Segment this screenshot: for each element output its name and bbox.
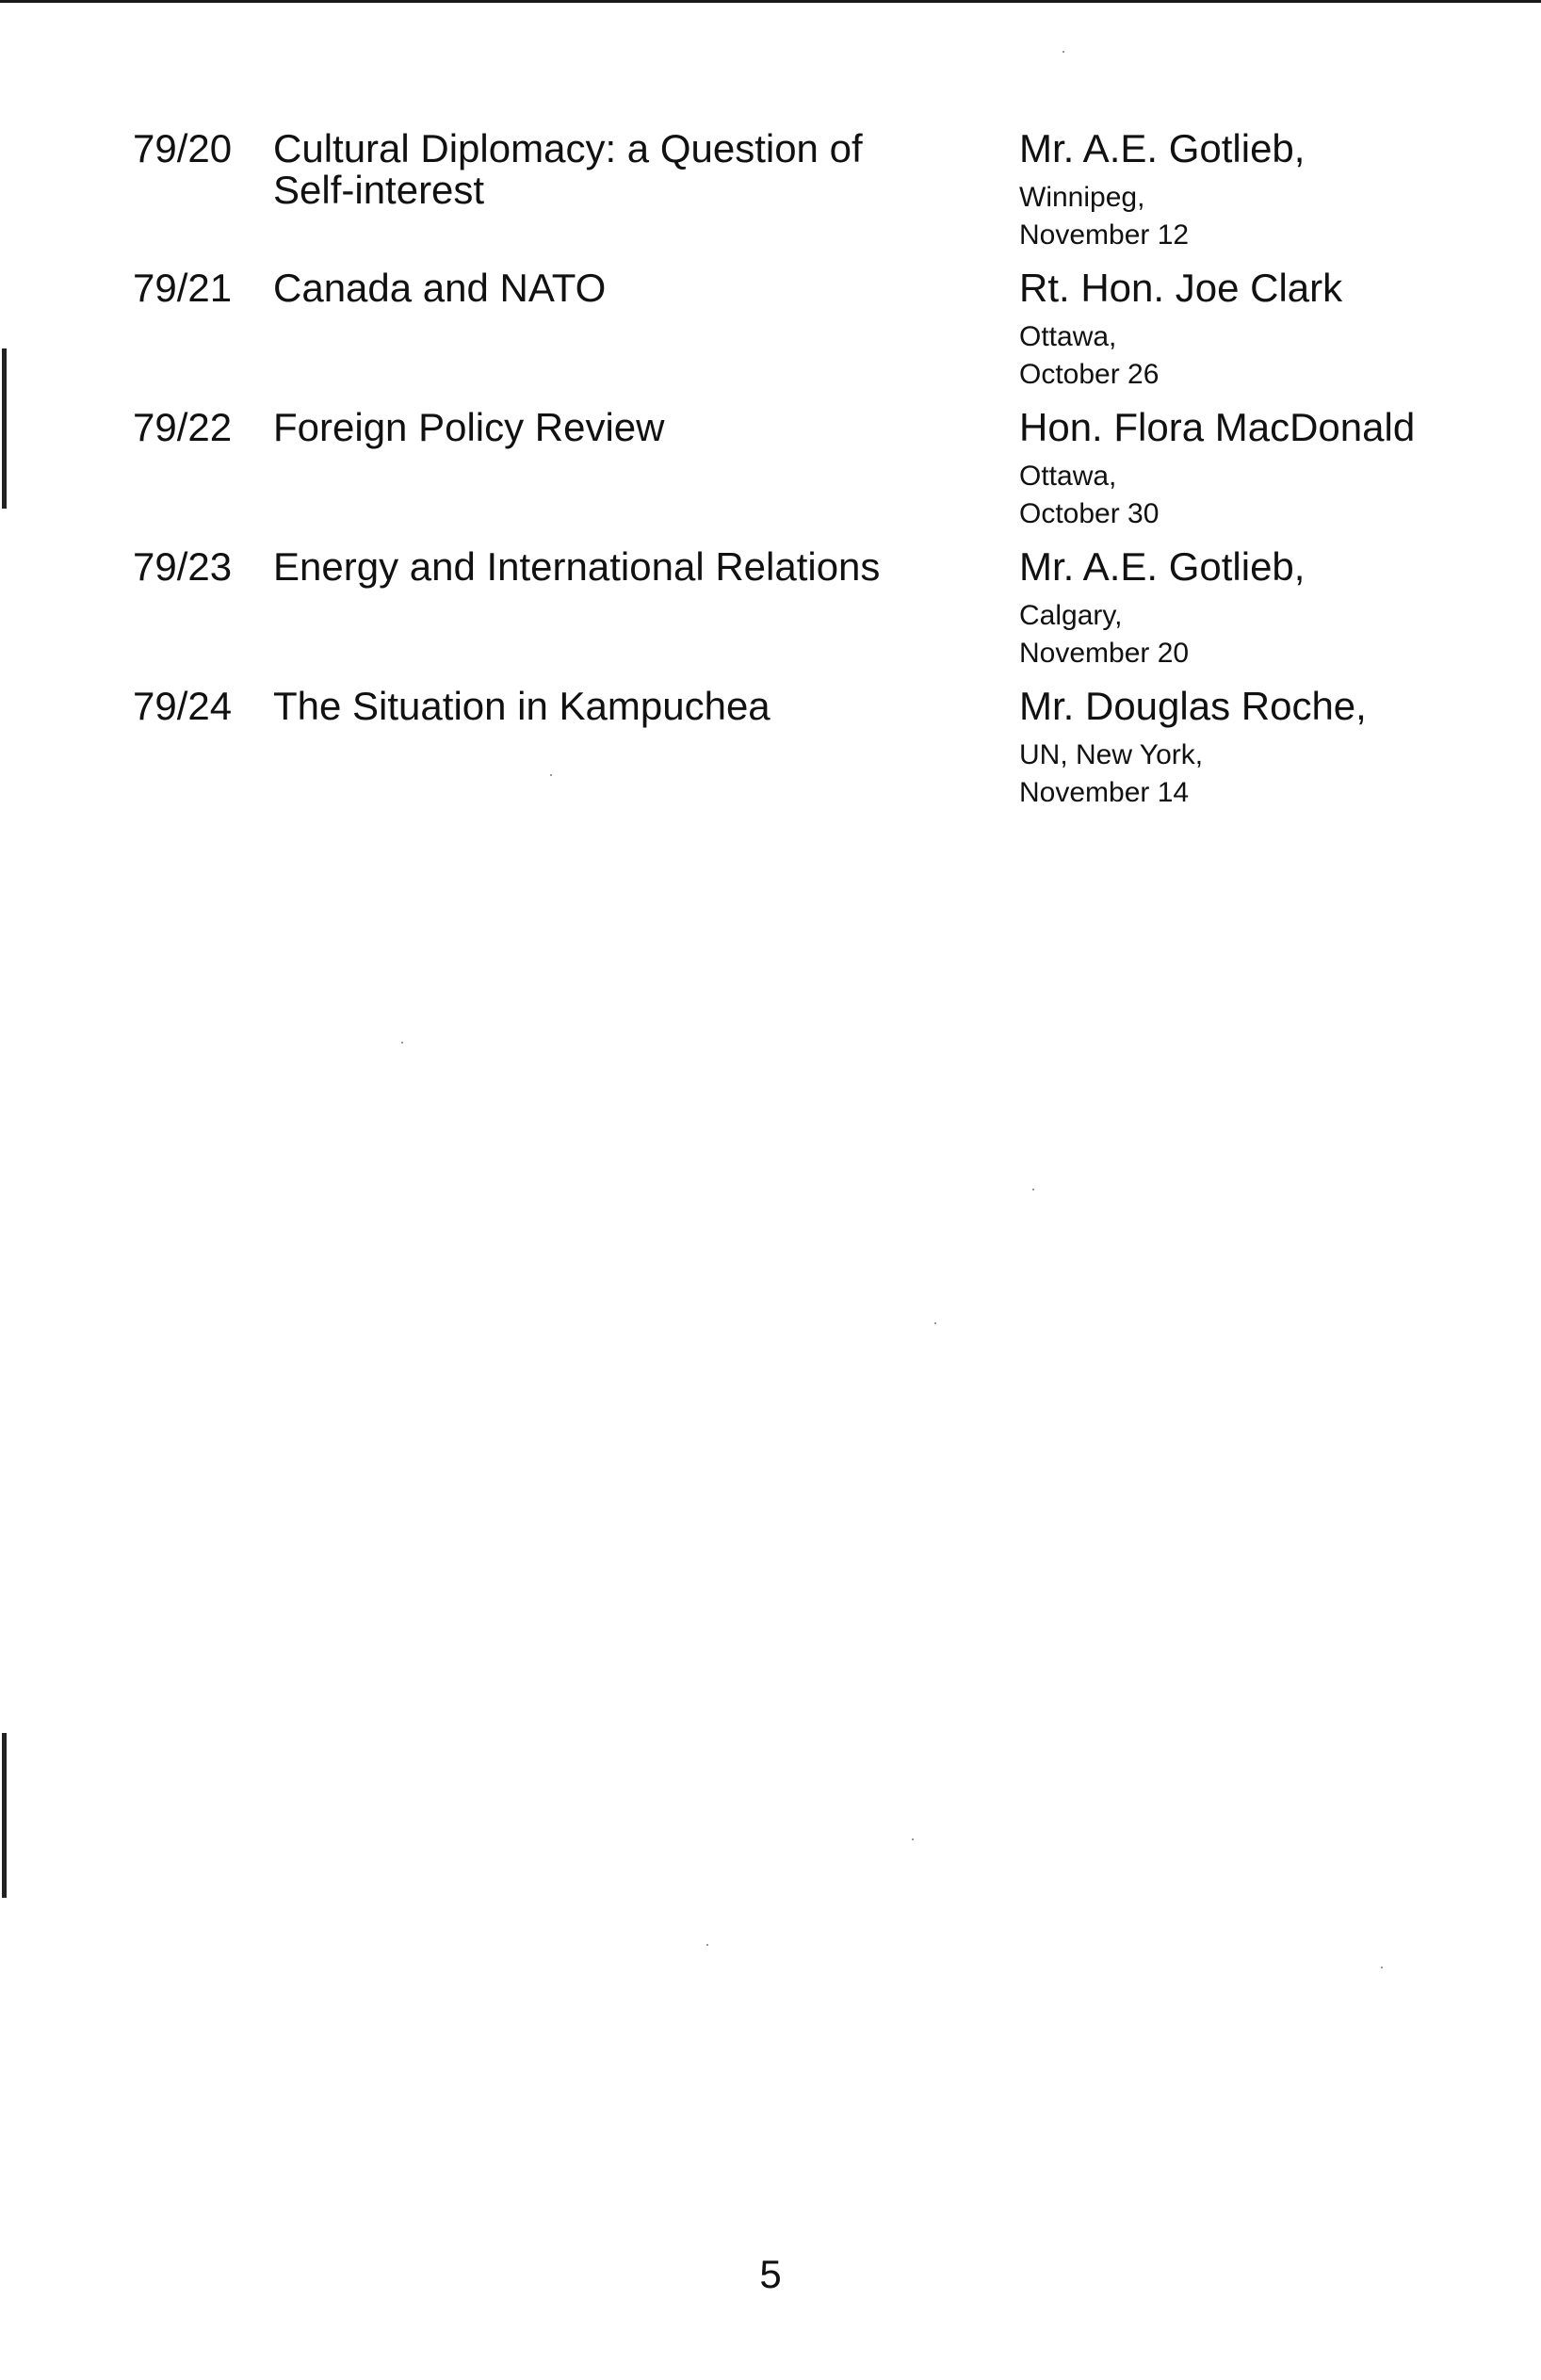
speaker-place: Winnipeg, — [1019, 182, 1145, 213]
statement-number: 79/20 — [133, 126, 233, 170]
speaker-name: Mr. A.E. Gotlieb, — [1019, 126, 1306, 170]
speaker-date: November 12 — [1019, 219, 1190, 251]
speaker-block — [1019, 546, 1528, 672]
speaker-name: Mr. Douglas Roche, — [1019, 684, 1367, 728]
statement-title — [273, 546, 951, 588]
speaker-place: UN, New York, — [1019, 739, 1204, 770]
binding-mark — [2, 405, 7, 509]
top-rule — [0, 0, 1541, 3]
speaker-date: November 20 — [1019, 638, 1190, 669]
speaker-name: Rt. Hon. Joe Clark — [1019, 266, 1343, 310]
statement-title-line: Cultural Diplomacy: a Question of — [273, 126, 863, 170]
page-number: 5 — [759, 2252, 782, 2296]
scan-speck — [1381, 1967, 1383, 1968]
speaker-place: Ottawa, — [1019, 321, 1117, 352]
speaker-date: October 30 — [1019, 498, 1160, 529]
statement-title-line: Energy and International Relations — [273, 544, 881, 589]
statement-title — [273, 686, 951, 727]
speaker-block — [1019, 128, 1528, 254]
statement-number: 79/23 — [133, 544, 233, 589]
statement-title-line: Foreign Policy Review — [273, 405, 665, 449]
speaker-block — [1019, 407, 1528, 533]
scan-speck — [550, 774, 552, 776]
scan-speck — [706, 1944, 708, 1946]
speaker-block — [1019, 267, 1528, 394]
speaker-place: Calgary, — [1019, 600, 1123, 631]
scan-speck — [912, 1838, 914, 1840]
statement-title-line: The Situation in Kampuchea — [273, 684, 770, 728]
statement-title — [273, 407, 951, 448]
speaker-place: Ottawa, — [1019, 461, 1117, 492]
scan-speck — [1062, 51, 1064, 53]
scan-speck — [934, 1322, 936, 1324]
statement-title-line: Canada and NATO — [273, 266, 607, 310]
binding-mark — [2, 1804, 7, 1898]
speaker-name: Hon. Flora MacDonald — [1019, 405, 1416, 449]
statement-title — [273, 267, 951, 309]
statement-number: 79/22 — [133, 405, 233, 449]
speaker-name: Mr. A.E. Gotlieb, — [1019, 544, 1306, 589]
statement-title — [273, 128, 951, 211]
statement-number: 79/24 — [133, 684, 233, 728]
statement-title-line: Self-interest — [273, 168, 485, 212]
scan-speck — [1032, 1189, 1034, 1190]
statement-number: 79/21 — [133, 266, 233, 310]
speaker-date: October 26 — [1019, 359, 1160, 390]
scan-speck — [401, 1042, 403, 1044]
speaker-date: November 14 — [1019, 777, 1190, 808]
speaker-block — [1019, 686, 1528, 812]
